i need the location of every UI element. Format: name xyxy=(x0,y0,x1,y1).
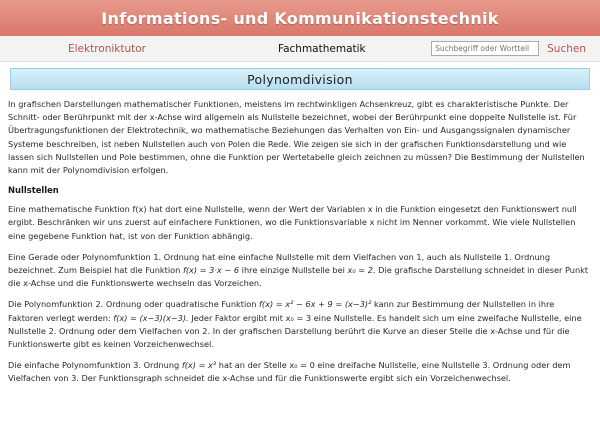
text-segment: Die grafische Darstellung schneidet in dieser Punkt die x-Achse und die Funktionswerte wechseln das Vorzeichen. xyxy=(8,265,589,289)
formula: f(x) = 3·x − 6 xyxy=(182,265,240,276)
text-segment: Jeder Faktor ergibt mit x₀ = 3 eine Nullstelle. Es handelt sich um eine zweifache Nullstelle, eine Nullstelle 2. Ordnung oder dem Vielfachen von 2. In der grafischen Darstellung berührt die Kurve an dieser Stelle die x-Achse und für die Funktionswerte gibt es keinen Vorzeichenwechsel. xyxy=(8,312,582,350)
formula: f(x) = x³ xyxy=(181,360,217,371)
text-segment: Die einfache Polynomfunktion 3. Ordnung xyxy=(8,360,182,371)
site-title: Informations- und Kommunikationstechnik xyxy=(101,8,499,28)
search-input[interactable] xyxy=(431,41,539,56)
paragraph-polynom-3-ordnung xyxy=(8,359,592,385)
paragraph-polynom-1-ordnung xyxy=(8,251,592,291)
formula: f(x) = x² − 6x + 9 = (x−3)² xyxy=(259,299,372,310)
text-segment: Eine Gerade oder Polynomfunktion 1. Ordnung hat eine einfache Nullstelle mit dem Vielfachen von 1, auch als Nullstelle 1. Ordnung bezeichnet. Zum Beispiel hat die Funktion xyxy=(8,251,551,276)
paragraph-polynom-2-ordnung xyxy=(8,298,592,351)
text-segment: kann zur Bestimmung der Nullstellen in ihre Faktoren verlegt werden: xyxy=(8,299,555,323)
text-segment: Die Polynomfunktion 2. Ordnung oder quadratische Funktion xyxy=(8,299,260,310)
site-header xyxy=(0,0,600,36)
search-button[interactable]: Suchen xyxy=(547,42,586,55)
nav-link-fachmathematik[interactable]: Fachmathematik xyxy=(278,42,366,55)
intro-paragraph: In grafischen Darstellungen mathematischer Funktionen, meistens im rechtwinkligen Achsenkreuz, gibt es charakteristische Punkte. Der Schnitt- oder Berührpunkt mit der x-Achse wird allgemein als Nullstelle bezeichnet, wobei der Berührpunkt eine doppelte Nullstelle ist. Für Übertragungsfunktionen der Elektrotechnik, wo mathematische Beziehungen das Verhalten von Ein- und Ausgangssignalen dynamischer Systeme beschreiben, ist neben Nullstellen auch von Polen die Rede. Wie zeigen sie sich in der grafischen Funktionsdarstellung und wie lassen sich Nullstellen und Pole bestimmen, ohne die Funktion per Wertetabelle gleich zeichnen zu müssen? Die Bestimmung der Nullstellen kann mit der Polynomdivision erfolgen. xyxy=(8,99,585,176)
top-navigation xyxy=(0,36,600,62)
formula: x₀ = 2. xyxy=(347,265,376,276)
formula: f(x) = (x−3)(x−3). xyxy=(113,312,189,323)
paragraph-nullstelle-definition: Eine mathematische Funktion f(x) hat dort eine Nullstelle, wenn der Wert der Variablen x in die Funktion eingesetzt den Funktionswert null ergibt. Beschränken wir uns zuerst auf einfachere Funktionen, wo die Funktionsvariable x nicht im Nenner vorkommt. Wie viele Nullstellen eine gegebene Funktion hat, ist von der Funktion abhängig. xyxy=(8,204,577,241)
text-segment: ihre einzige Nullstelle bei xyxy=(239,265,348,276)
page-title: Polynomdivision xyxy=(10,68,590,90)
nav-link-elektroniktutor[interactable]: Elektroniktutor xyxy=(68,42,147,55)
text-segment: hat an der Stelle x₀ = 0 eine dreifache Nullstelle, eine Nullstelle 3. Ordnung oder dem Vielfachen von 3. Der Funktionsgraph schneidet die x-Achse und für die Funktionswerte ergibt sich ein Vorzeichenwechsel. xyxy=(8,360,571,384)
main-content xyxy=(0,62,600,386)
section-heading-nullstellen: Nullstellen xyxy=(8,185,59,196)
